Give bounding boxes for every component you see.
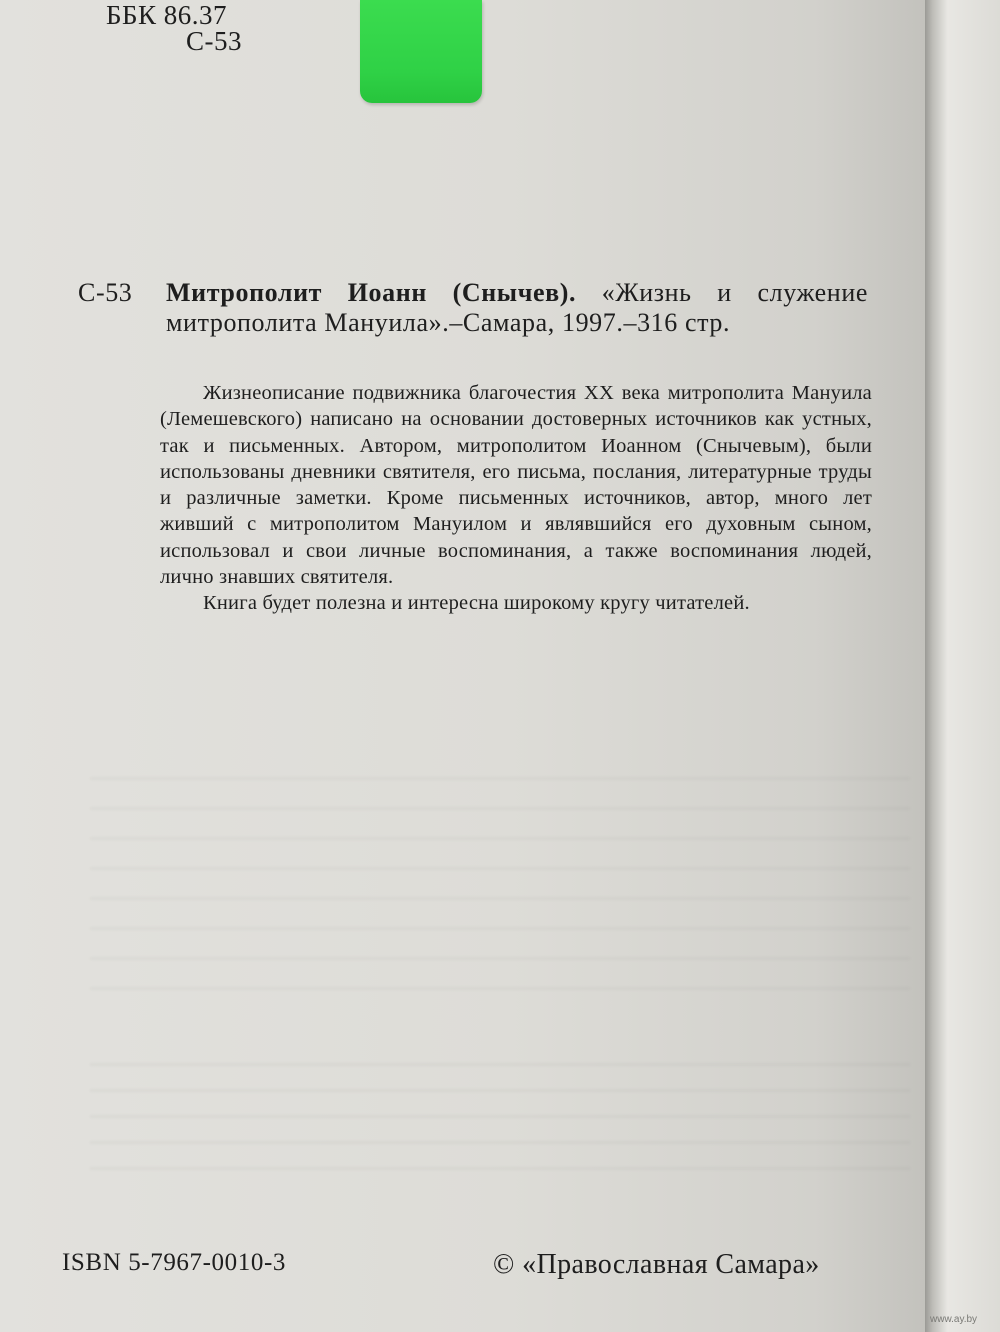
show-through-text-lower <box>90 1060 910 1170</box>
page-edge <box>925 0 1000 1332</box>
isbn: ISBN 5-7967-0010-3 <box>62 1249 286 1276</box>
entry-title: «Жизнь и служение митрополита Мануила». <box>166 278 868 337</box>
author-mark-top: С-53 <box>186 26 242 56</box>
show-through-text <box>90 760 910 990</box>
entry-text <box>78 278 868 338</box>
entry-author: Митрополит Иоанн (Снычев). <box>166 278 577 307</box>
watermark: www.ay.by <box>930 1314 978 1325</box>
bbk-index: ББК 86.37 <box>106 0 228 30</box>
copyright-notice: © «Православная Самара» <box>493 1249 820 1280</box>
entry-imprint: –Самара, 1997.–316 стр. <box>449 308 731 337</box>
annotation <box>160 380 872 617</box>
annotation-paragraph: Жизнеописание подвижника благочестия XX века митрополита Мануила (Лемешевского) написано на основании достоверных источников как устных, так и письменных. Автором, митрополитом Иоанном (Снычевым), были использованы дневники святителя, его письма, послания, литературные труды и различные заметки. Кроме письменных источников, автор, много лет живший с митрополитом Мануилом и являвшийся его духовным сыном, использовал и свои личные воспоминания, а также воспоминания людей, лично знавших святителя. <box>160 382 872 589</box>
author-mark: С-53 <box>78 278 133 307</box>
bibliographic-entry <box>78 278 868 338</box>
green-bookmark <box>360 0 482 103</box>
annotation-paragraph: Книга будет полезна и интересна широкому кругу читателей. <box>203 592 750 615</box>
